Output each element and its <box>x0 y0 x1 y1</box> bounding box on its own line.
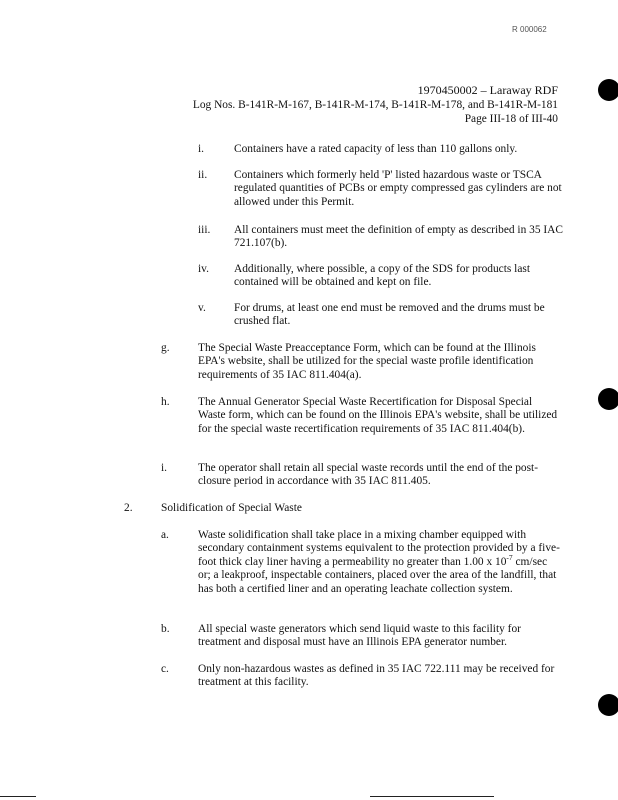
section-number: 2. <box>124 502 133 514</box>
item-text: For drums, at least one end must be removed and the drums must be crushed flat. <box>234 302 545 328</box>
item-text-main: Waste solidification shall take place in a mixing chamber equipped with secondary containment systems equivalent to the protection provided by a five-foot thick clay liner having a permeability no greater than 1.00 x 10 <box>198 529 560 568</box>
footer-rule-center <box>370 796 494 797</box>
punch-hole <box>598 79 618 101</box>
exponent: -7 <box>506 553 513 563</box>
item-text <box>198 529 560 596</box>
item-text: The Special Waste Preacceptance Form, which can be found at the Illinois EPA's website, shall be utilized for the special waste profile identification requirements of 35 IAC 811.404(a). <box>198 342 536 381</box>
item-label: b. <box>161 623 170 635</box>
item-label: iv. <box>198 263 209 275</box>
section-title: Solidification of Special Waste <box>161 502 302 514</box>
item-label: a. <box>161 529 169 541</box>
footer-rule-left <box>0 796 36 797</box>
item-text: Containers have a rated capacity of less than 110 gallons only. <box>234 143 518 155</box>
item-label: c. <box>161 663 169 675</box>
page-number: Page III-18 of III-40 <box>464 113 558 125</box>
item-label: v. <box>198 302 206 314</box>
item-text: The operator shall retain all special waste records until the end of the post-closure period in accordance with 35 IAC 811.405. <box>198 462 539 488</box>
item-label: i. <box>161 462 168 474</box>
item-text: Additionally, where possible, a copy of the SDS for products last contained will be obtained and kept on file. <box>234 263 531 289</box>
item-text: All containers must meet the definition of empty as described in 35 IAC 721.107(b). <box>234 224 563 250</box>
log-numbers: Log Nos. B-141R-M-167, B-141R-M-174, B-141R-M-178, and B-141R-M-181 <box>192 99 558 111</box>
punch-hole <box>598 694 618 716</box>
bates-number: R 000062 <box>512 25 547 34</box>
item-label: ii. <box>198 169 208 181</box>
item-text: The Annual Generator Special Waste Recertification for Disposal Special Waste form, which can be found on the Illinois EPA's website, shall be utilized for the special waste recertification requirements of 35 IAC 811.404(b). <box>198 396 558 435</box>
item-label: h. <box>161 396 170 408</box>
item-text: All special waste generators which send liquid waste to this facility for treatment and disposal must have an Illinois EPA generator number. <box>198 623 521 649</box>
item-text: Only non-hazardous wastes as defined in 35 IAC 722.111 may be received for treatment at this facility. <box>198 663 555 689</box>
item-label: g. <box>161 342 170 354</box>
item-label: i. <box>198 143 205 155</box>
punch-hole <box>598 388 618 410</box>
document-id: 1970450002 – Laraway RDF <box>417 83 558 97</box>
item-label: iii. <box>198 224 211 236</box>
item-text: Containers which formerly held 'P' listed hazardous waste or TSCA regulated quantities of PCBs or empty compressed gas cylinders are not allowed under this Permit. <box>234 169 562 208</box>
item-text-rest: cm/sec or; a leakproof, inspectable containers, placed over the area of the landfill, that has both a certified liner and an operating leachate collection system. <box>198 555 557 595</box>
